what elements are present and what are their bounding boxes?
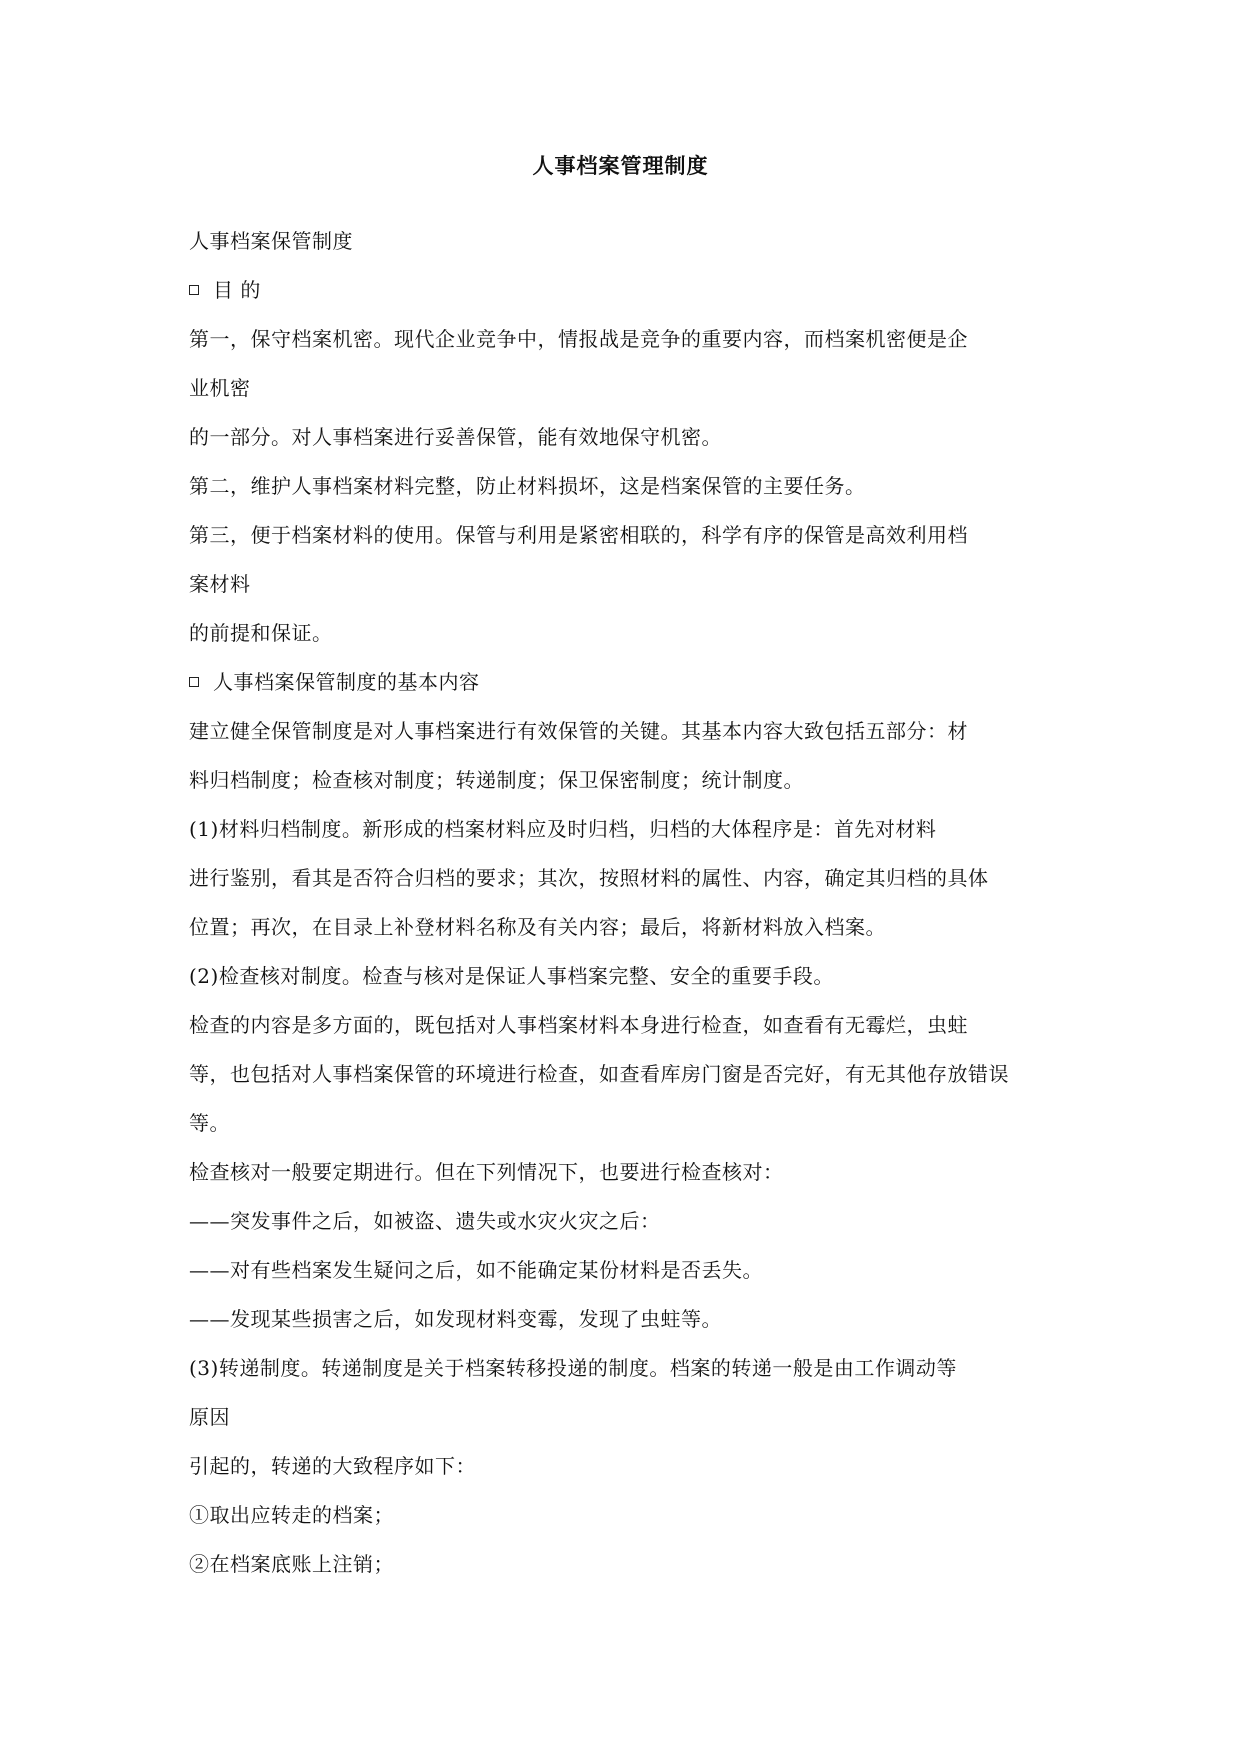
line-text: 建立健全保管制度是对人事档案进行有效保管的关键。其基本内容大致包括五部分：材: [189, 719, 968, 743]
text-line: [189, 716, 1069, 765]
line-text: 原因: [189, 1405, 230, 1429]
text-line: [189, 520, 1069, 569]
text-line: [189, 1304, 1069, 1353]
line-text: 料归档制度；检查核对制度；转递制度；保卫保密制度；统计制度。: [189, 768, 804, 792]
text-line: [189, 1059, 1069, 1108]
document-title: 人事档案管理制度: [532, 153, 709, 178]
text-line: [189, 961, 1069, 1010]
line-text: 目 的: [213, 278, 261, 302]
text-line: [189, 912, 1069, 961]
text-line: [189, 1353, 1069, 1402]
text-line: [189, 275, 1069, 324]
line-text: 第二，维护人事档案材料完整，防止材料损坏，这是档案保管的主要任务。: [189, 474, 866, 498]
text-line: [189, 1157, 1069, 1206]
line-text: 人事档案保管制度的基本内容: [213, 670, 480, 694]
text-line: [189, 569, 1069, 618]
line-text: (3)转递制度。转递制度是关于档案转移投递的制度。档案的转递一般是由工作调动等: [189, 1356, 957, 1380]
text-line: [189, 765, 1069, 814]
line-text: (1)材料归档制度。新形成的档案材料应及时归档，归档的大体程序是：首先对材料: [189, 817, 937, 841]
text-line: [189, 1255, 1069, 1304]
text-line: [189, 863, 1069, 912]
line-text: (2)检查核对制度。检查与核对是保证人事档案完整、安全的重要手段。: [189, 964, 834, 988]
line-text: 检查的内容是多方面的，既包括对人事档案材料本身进行检查，如查看有无霉烂，虫蛀: [189, 1013, 968, 1037]
text-line: [189, 1402, 1069, 1451]
text-line: [189, 226, 1069, 275]
square-bullet-icon: [189, 677, 199, 687]
text-line: [189, 1108, 1069, 1157]
line-text: 检查核对一般要定期进行。但在下列情况下，也要进行检查核对：: [189, 1160, 784, 1184]
text-line: [189, 618, 1069, 667]
line-text: ②在档案底账上注销；: [189, 1552, 394, 1576]
text-line: [189, 1451, 1069, 1500]
text-line: [189, 1500, 1069, 1549]
line-text: 人事档案保管制度: [189, 229, 353, 253]
text-line: [189, 324, 1069, 373]
line-text: 的一部分。对人事档案进行妥善保管，能有效地保守机密。: [189, 425, 722, 449]
line-text: 等，也包括对人事档案保管的环境进行检查，如查看库房门窗是否完好，有无其他存放错误: [189, 1062, 1009, 1086]
line-text: ——发现某些损害之后，如发现材料变霉，发现了虫蛀等。: [189, 1307, 722, 1331]
line-text: 引起的，转递的大致程序如下：: [189, 1454, 476, 1478]
line-text: ——对有些档案发生疑问之后，如不能确定某份材料是否丢失。: [189, 1258, 763, 1282]
line-text: 第三，便于档案材料的使用。保管与利用是紧密相联的，科学有序的保管是高效利用档: [189, 523, 968, 547]
line-text: 等。: [189, 1111, 230, 1135]
line-text: ——突发事件之后，如被盗、遗失或水灾火灾之后：: [189, 1209, 661, 1233]
line-text: ①取出应转走的档案；: [189, 1503, 394, 1527]
text-line: [189, 1206, 1069, 1255]
text-line: [189, 667, 1069, 716]
text-line: [189, 471, 1069, 520]
line-text: 案材料: [189, 572, 251, 596]
text-line: [189, 422, 1069, 471]
document-body: [189, 226, 1069, 1598]
text-line: [189, 814, 1069, 863]
line-text: 的前提和保证。: [189, 621, 333, 645]
text-line: [189, 1549, 1069, 1598]
line-text: 业机密: [189, 376, 251, 400]
square-bullet-icon: [189, 285, 199, 295]
line-text: 第一，保守档案机密。现代企业竞争中，情报战是竞争的重要内容，而档案机密便是企: [189, 327, 968, 351]
text-line: [189, 1010, 1069, 1059]
line-text: 位置；再次，在目录上补登材料名称及有关内容；最后，将新材料放入档案。: [189, 915, 886, 939]
text-line: [189, 373, 1069, 422]
line-text: 进行鉴别，看其是否符合归档的要求；其次，按照材料的属性、内容，确定其归档的具体: [189, 866, 989, 890]
